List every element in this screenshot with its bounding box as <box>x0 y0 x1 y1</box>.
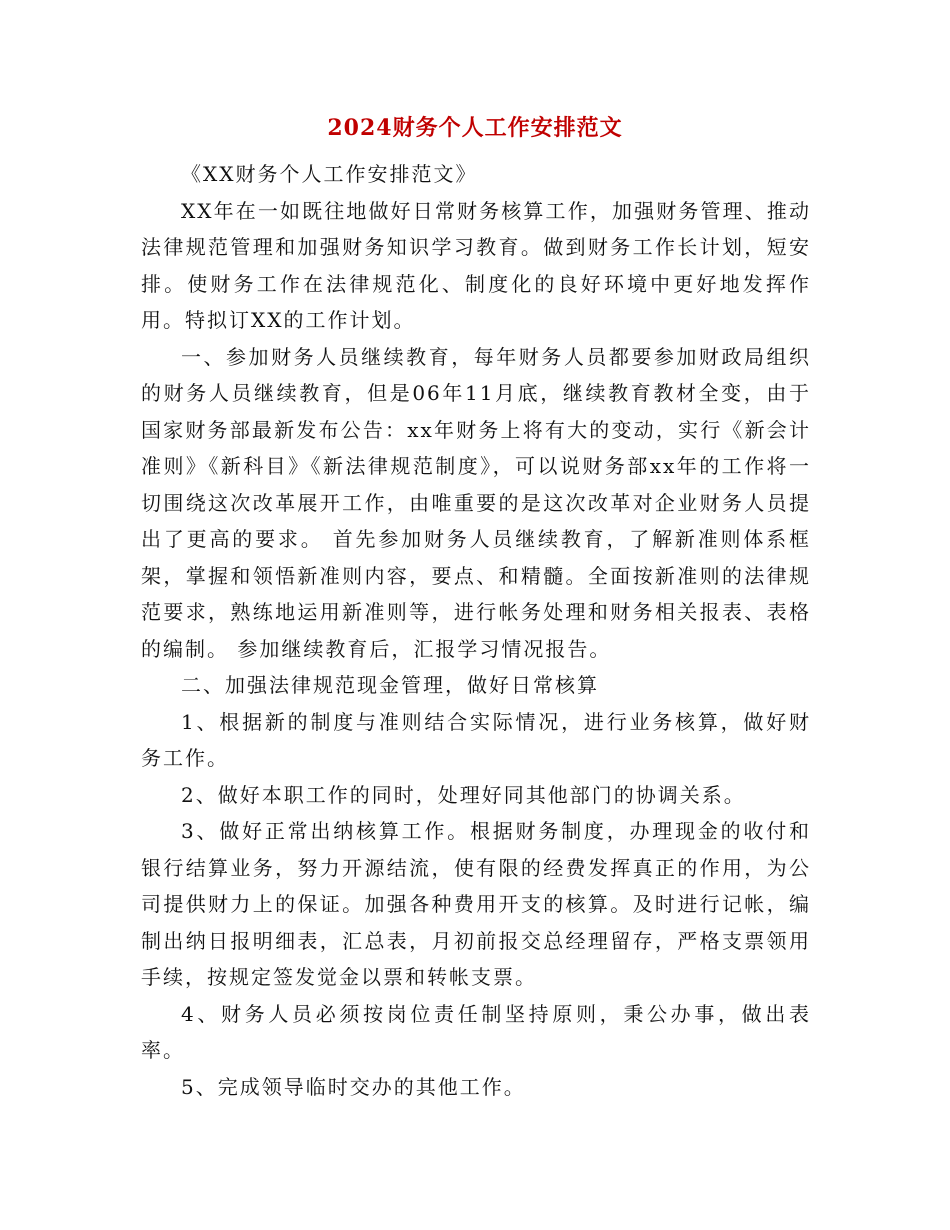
paragraph-item-5: 5、完成领导临时交办的其他工作。 <box>181 1074 526 1099</box>
document-title: 2024财务个人工作安排范文 <box>327 115 623 141</box>
paragraph-intro: XX年在一如既往地做好日常财务核算工作，加强财务管理、推动法律规范管理和加强财务知识学习教育。做到财务工作长计划，短安排。使财务工作在法律规范化、制度化的良好环境中更好地发挥作用。特拟订XX的工作计划。 <box>141 198 811 332</box>
paragraph-item-1: 1、根据新的制度与准则结合实际情况，进行业务核算，做好财务工作。 <box>141 709 811 770</box>
document-body <box>141 156 811 1105</box>
paragraph-item-4: 4、财务人员必须按岗位责任制坚持原则，秉公办事，做出表率。 <box>141 1001 811 1062</box>
paragraph-section-two-heading: 二、加强法律规范现金管理，做好日常核算 <box>181 673 599 697</box>
paragraph-section-one: 一、参加财务人员继续教育，每年财务人员都要参加财政局组织的财务人员继续教育，但是06年11月底，继续教育教材全变，由于国家财务部最新发布公告：xx年财务上将有大的变动，实行《新会计准则》《新科目》《新法律规范制度》，可以说财务部xx年的工作将一切围绕这次改革展开工作，由唯重要的是这次改革对企业财务人员提出了更高的要求。 首先参加财务人员继续教育，了解新准则体系框架，掌握和领悟新准则内容，要点、和精髓。全面按新准则的法律规范要求，熟练地运用新准则等，进行帐务处理和财务相关报表、表格的编制。 参加继续教育后，汇报学习情况报告。 <box>141 344 811 661</box>
paragraph-book-title: 《XX财务个人工作安排范文》 <box>181 162 478 186</box>
paragraph-item-2: 2、做好本职工作的同时，处理好同其他部门的协调关系。 <box>181 782 746 807</box>
paragraph-item-3: 3、做好正常出纳核算工作。根据财务制度，办理现金的收付和银行结算业务，努力开源结流，使有限的经费发挥真正的作用，为公司提供财力上的保证。加强各种费用开支的核算。及时进行记帐，编制出纳日报明细表，汇总表，月初前报交总经理留存，严格支票领用手续，按规定签发觉金以票和转帐支票。 <box>141 819 811 989</box>
